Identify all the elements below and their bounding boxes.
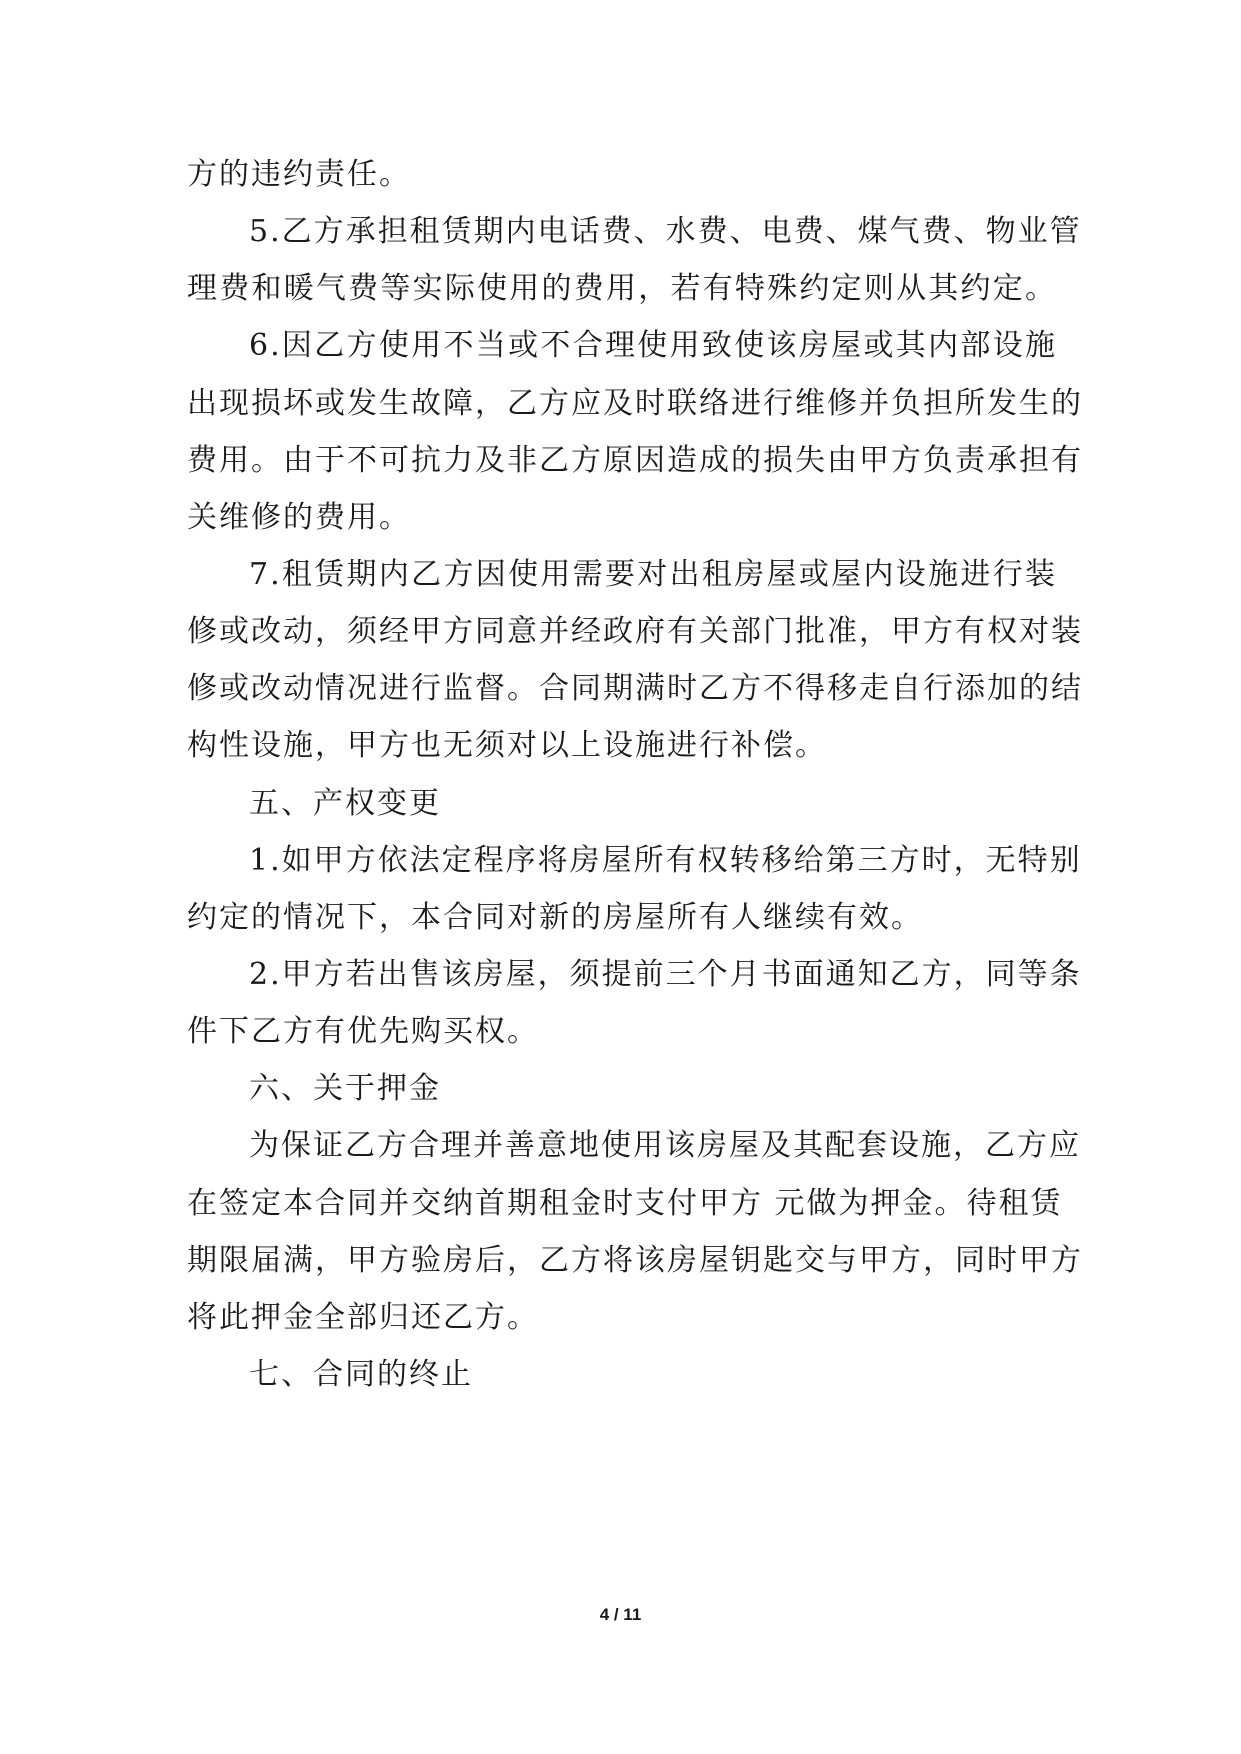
clause-6-line-3: 费用。由于不可抗力及非乙方原因造成的损失由甲方负责承担有 <box>187 443 1083 478</box>
clause-7-line-1: 7.租赁期内乙方因使用需要对出租房屋或屋内设施进行装 <box>249 557 1057 592</box>
clause-5-line-1: 5.乙方承担租赁期内电话费、水费、电费、煤气费、物业管 <box>249 214 1082 249</box>
clause-6-line-4: 关维修的费用。 <box>187 500 411 535</box>
property-clause-1-line-1: 1.如甲方依法定程序将房屋所有权转移给第三方时，无特别 <box>249 843 1082 878</box>
property-clause-1-line-2: 约定的情况下，本合同对新的房屋所有人继续有效。 <box>187 900 923 935</box>
page-number: 4 / 11 <box>599 1605 642 1624</box>
clause-6-line-1: 6.因乙方使用不当或不合理使用致使该房屋或其内部设施 <box>249 328 1057 363</box>
section-heading-property-change: 五、产权变更 <box>249 786 441 821</box>
deposit-line-4: 将此押金全部归还乙方。 <box>187 1300 539 1335</box>
property-clause-2-line-1: 2.甲方若出售该房屋，须提前三个月书面通知乙方，同等条 <box>249 957 1082 992</box>
clause-7-line-2: 修或改动，须经甲方同意并经政府有关部门批准，甲方有权对装 <box>187 614 1083 649</box>
deposit-line-1: 为保证乙方合理并善意地使用该房屋及其配套设施，乙方应 <box>249 1128 1081 1163</box>
deposit-line-2: 在签定本合同并交纳首期租金时支付甲方 元做为押金。待租赁 <box>187 1186 1063 1221</box>
text-line: 方的违约责任。 <box>187 157 411 192</box>
property-clause-2-line-2: 件下乙方有优先购买权。 <box>187 1014 539 1049</box>
section-heading-termination: 七、合同的终止 <box>249 1357 473 1392</box>
clause-7-line-4: 构性设施，甲方也无须对以上设施进行补偿。 <box>187 728 827 763</box>
clause-5-line-2: 理费和暖气费等实际使用的费用，若有特殊约定则从其约定。 <box>187 271 1057 306</box>
section-heading-deposit: 六、关于押金 <box>249 1071 441 1106</box>
deposit-line-3: 期限届满，甲方验房后，乙方将该房屋钥匙交与甲方，同时甲方 <box>187 1243 1083 1278</box>
clause-7-line-3: 修或改动情况进行监督。合同期满时乙方不得移走自行添加的结 <box>187 671 1083 706</box>
clause-6-line-2: 出现损坏或发生故障，乙方应及时联络进行维修并负担所发生的 <box>187 386 1083 421</box>
